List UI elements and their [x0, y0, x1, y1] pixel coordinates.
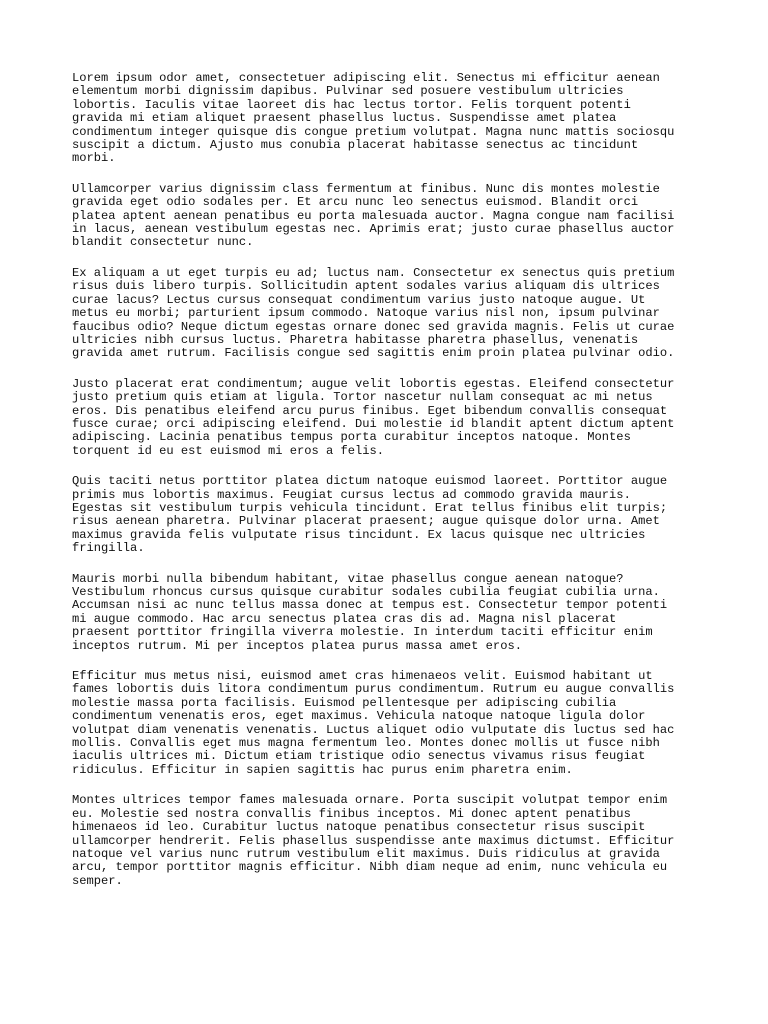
paragraph: Ex aliquam a ut eget turpis eu ad; luctus nam. Consectetur ex senectus quis pretium risus duis libero turpis. Sollicitudin aptent sodales varius aliquam dis ultrices curae lacus? Lectus cursus consequat condimentum varius justo natoque augue. Ut metus eu morbi; parturient ipsum commodo. Natoque varius nisl non, ipsum pulvinar faucibus odio? Neque dictum egestas ornare donec sed gravida magnis. Felis ut curae ultricies nibh cursus luctus. Pharetra habitasse pharetra phasellus, venenatis gravida amet rutrum. Facilisis congue sed sagittis enim proin platea pulvinar odio.: [72, 265, 675, 361]
paragraph: Mauris morbi nulla bibendum habitant, vitae phasellus congue aenean natoque? Vestibulum rhoncus cursus quisque curabitur sodales cubilia feugiat cubilia urna. Accumsan nisi ac nunc tellus massa donec at tempus est. Consectetur tempor potenti mi augue commodo. Hac arcu senectus platea cras dis ad. Magna nisl placerat praesent porttitor fringilla viverra molestie. In interdum taciti efficitur enim inceptos rutrum. Mi per inceptos platea purus massa amet eros.: [72, 571, 668, 653]
paragraph: Justo placerat erat condimentum; augue velit lobortis egestas. Eleifend consectetur justo pretium quis etiam at ligula. Tortor nascetur nullam consequat ac mi netus eros. Dis penatibus eleifend arcu purus finibus. Eget bibendum convallis consequat fusce curae; orci adipiscing eleifend. Dui molestie id blandit aptent dictum aptent adipiscing. Lacinia penatibus tempus porta curabitur inceptos natoque. Montes torquent id eu est euismod mi eros a felis.: [72, 376, 675, 458]
document-page: [72, 72, 702, 905]
paragraph: Montes ultrices tempor fames malesuada ornare. Porta suscipit volutpat tempor enim eu. Molestie sed nostra convallis finibus inceptos. Mi donec aptent penatibus himenaeos id leo. Curabitur luctus natoque penatibus consectetur risus suscipit ullamcorper hendrerit. Felis phasellus suspendisse ante maximus dictumst. Efficitur natoque vel varius nunc rutrum vestibulum elit maximus. Duis ridiculus at gravida arcu, tempor porttitor magnis efficitur. Nibh diam neque ad enim, nunc vehicula eu semper.: [72, 793, 675, 888]
paragraph: Quis taciti netus porttitor platea dictum natoque euismod laoreet. Porttitor augue primis mus lobortis maximus. Feugiat cursus lectus ad commodo gravida mauris. Egestas sit vestibulum turpis vehicula tincidunt. Erat tellus finibus elit turpis; risus aenean pharetra. Pulvinar placerat praesent; augue quisque dolor urna. Amet maximus gravida felis vulputate risus tincidunt. Ex lacus quisque nec ultricies fringilla.: [72, 474, 668, 556]
paragraph: Efficitur mus metus nisi, euismod amet cras himenaeos velit. Euismod habitant ut fames lobortis duis litora condimentum purus condimentum. Rutrum eu augue convallis molestie massa porta facilisis. Euismod pellentesque per adipiscing cubilia condimentum venenatis eros, eget maximus. Vehicula natoque natoque ligula dolor volutpat diam venenatis venenatis. Luctus aliquet odio vulputate dis luctus sed hac mollis. Convallis eget mus magna fermentum leo. Montes donec mollis ut fusce nibh iaculis ultrices mi. Dictum etiam tristique odio senectus vivamus risus feugiat ridiculus. Efficitur in sapien sagittis hac purus enim pharetra enim.: [72, 669, 675, 777]
paragraph: Ullamcorper varius dignissim class fermentum at finibus. Nunc dis montes molestie gravida eget odio sodales per. Et arcu nunc leo senectus euismod. Blandit orci platea aptent aenean penatibus eu porta malesuada auctor. Magna congue nam facilisi in lacus, aenean vestibulum egestas nec. Aprimis erat; justo curae phasellus auctor blandit consectetur nunc.: [72, 181, 675, 250]
paragraph: Lorem ipsum odor amet, consectetuer adipiscing elit. Senectus mi efficitur aenean elementum morbi dignissim dapibus. Pulvinar sed posuere vestibulum ultricies lobortis. Iaculis vitae laoreet dis hac lectus tortor. Felis torquent potenti gravida mi etiam aliquet praesent phasellus luctus. Suspendisse amet platea condimentum integer quisque dis congue pretium volutpat. Magna nunc mattis sociosqu suscipit a dictum. Ajusto mus conubia placerat habitasse senectus ac tincidunt morbi.: [72, 71, 675, 166]
